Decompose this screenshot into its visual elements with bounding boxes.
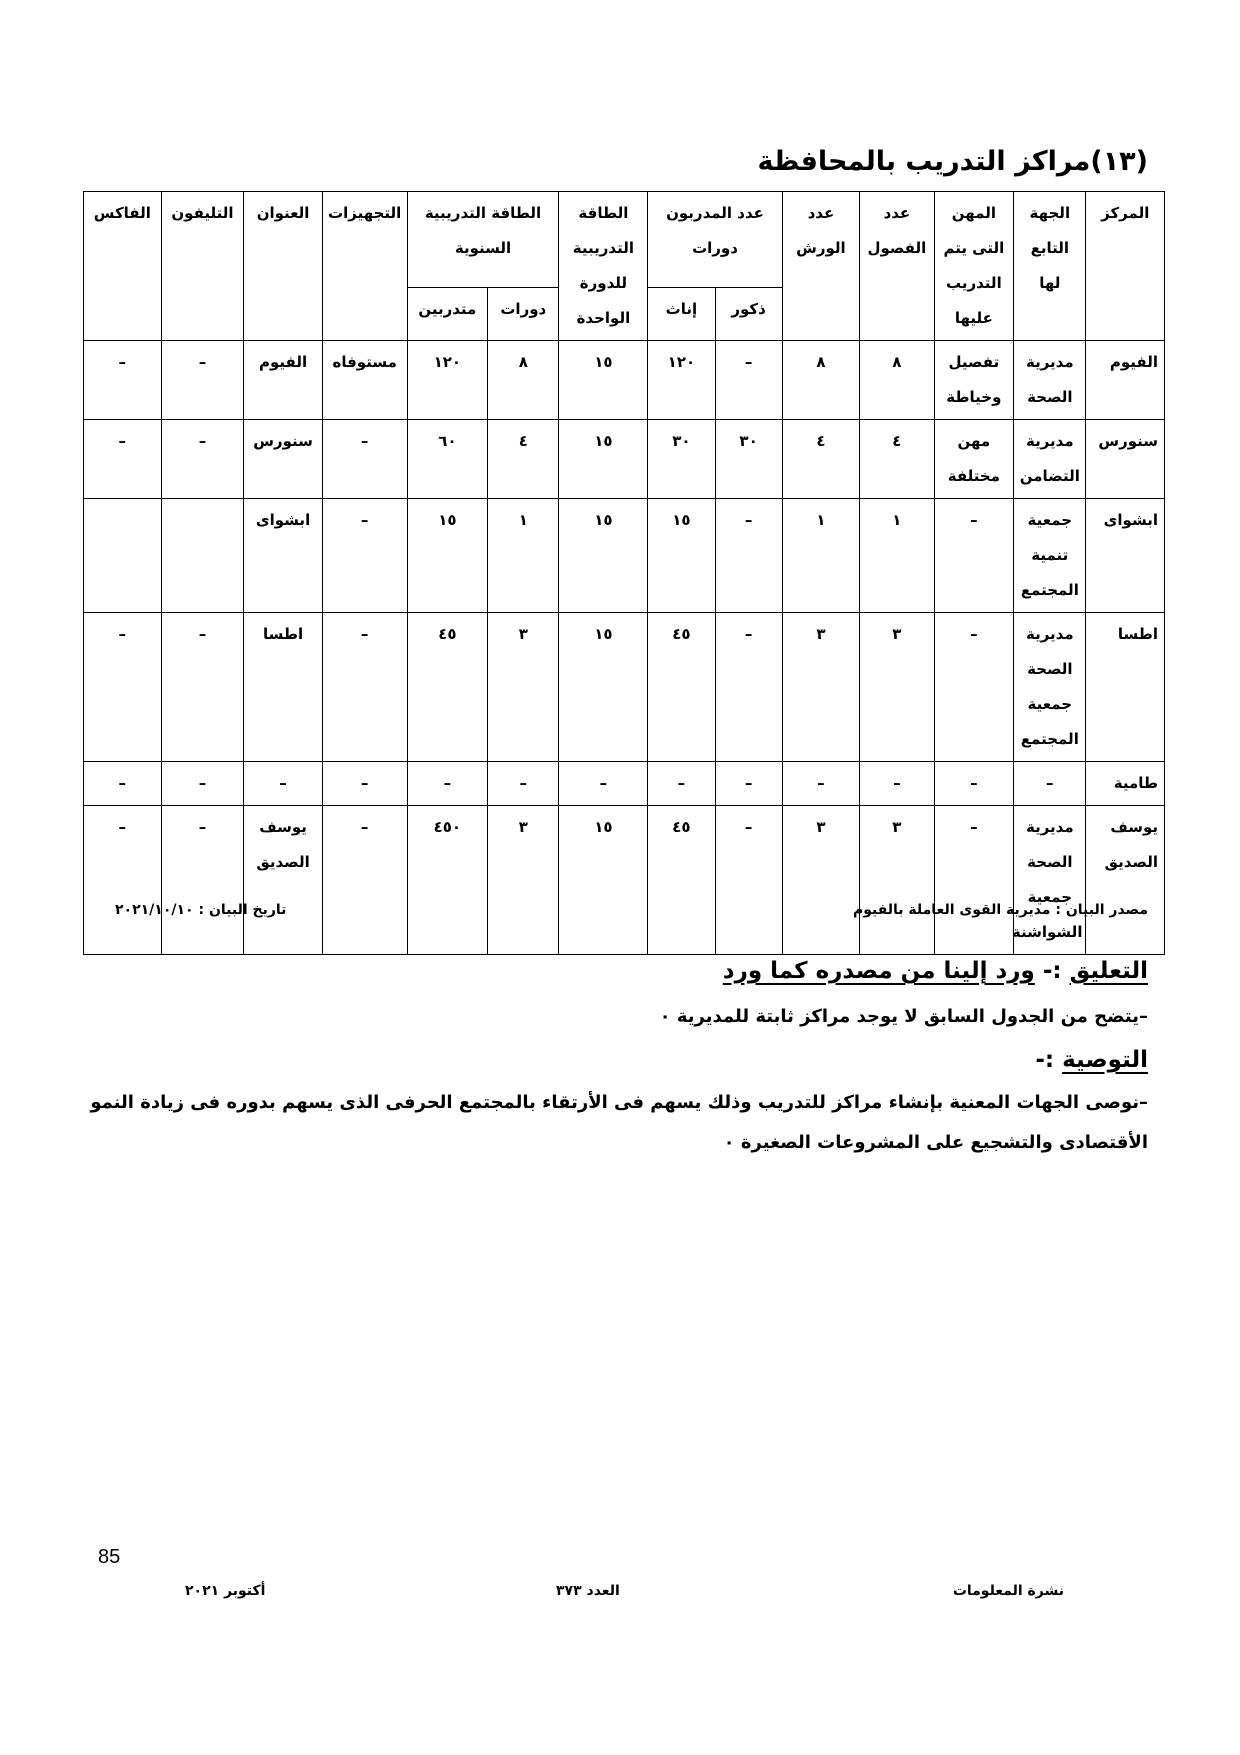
header-trades-line: التى يتم	[943, 239, 1005, 257]
cell-male: –	[715, 762, 782, 806]
cell-phone	[161, 499, 244, 613]
cell-trades-line: تفصيل	[948, 353, 1000, 371]
cell-fax: –	[84, 613, 162, 762]
cell-center-line: الصديق	[1104, 853, 1158, 871]
header-trades-line: التدريب	[946, 274, 1002, 292]
cell-equipment-line: –	[360, 774, 369, 792]
cell-address-line: الفيوم	[259, 353, 308, 371]
cell-workshops: –	[782, 762, 860, 806]
cell-classes: –	[860, 762, 934, 806]
header-center-line: المركز	[1101, 204, 1150, 222]
header-fax-line: الفاكس	[93, 204, 151, 222]
header-annual_capacity-line: السنوية	[454, 239, 512, 257]
header-phone	[161, 192, 244, 341]
cell-fax: –	[84, 762, 162, 806]
cell-female: ١٥	[648, 499, 715, 613]
header-annual_capacity-line: الطاقة التدريبية	[424, 204, 542, 222]
header-trades-line: المهن	[951, 204, 996, 222]
cell-trades-line: مهن	[957, 432, 991, 450]
cell-male: –	[715, 341, 782, 420]
cell-workshops: ٣	[782, 806, 860, 955]
comment-label: التعليق	[1069, 958, 1148, 984]
recommendation-line-1: –نوصى الجهات المعنية بإنشاء مراكز للتدريب وذلك يسهم فى الأرتقاء بالمجتمع الحرفى الذى يسهم بدوره فى زيادة النمو	[90, 1092, 1148, 1113]
cell-trades	[934, 762, 1014, 806]
cell-entity	[1014, 613, 1086, 762]
cell-classes: ٣	[860, 806, 934, 955]
data-date: تاريخ البيان : ٢٠٢١/١٠/١٠	[115, 902, 287, 918]
cell-female: ١٢٠	[648, 341, 715, 420]
cell-classes: ٣	[860, 613, 934, 762]
cell-course-cap: ١٥	[559, 806, 648, 955]
recommendation-label: التوصية	[1062, 1047, 1148, 1073]
cell-classes: ٨	[860, 341, 934, 420]
cell-entity-line: الصحة	[1027, 388, 1073, 406]
cell-entity-line: مديرية	[1025, 818, 1074, 836]
cell-address-line: الصديق	[256, 853, 310, 871]
cell-center-line: الفيوم	[1109, 353, 1158, 371]
cell-equipment	[322, 613, 407, 762]
cell-center	[1086, 806, 1165, 955]
cell-fax	[84, 499, 162, 613]
page-number: 85	[98, 1546, 121, 1568]
cell-entity	[1014, 341, 1086, 420]
cell-annual-courses: –	[488, 762, 559, 806]
cell-male: –	[715, 806, 782, 955]
cell-equipment	[322, 762, 407, 806]
header-workshops-line: عدد	[807, 204, 835, 222]
header-annual-trainees: متدربين	[407, 287, 488, 340]
cell-entity	[1011, 806, 1086, 955]
cell-trades-line: مختلفة	[947, 467, 1000, 485]
cell-trades-line: وخياطة	[946, 388, 1002, 406]
header-workshops	[782, 192, 860, 341]
header-trades	[934, 192, 1014, 341]
header-annual-capacity	[407, 192, 559, 288]
header-trainers	[648, 192, 782, 288]
comment-separator: :-	[1042, 958, 1062, 984]
header-trainers-male: ذكور	[715, 287, 782, 340]
cell-male: –	[715, 613, 782, 762]
header-equipment-line: التجهيزات	[328, 204, 402, 222]
cell-equipment	[322, 806, 407, 955]
cell-trades	[934, 613, 1014, 762]
cell-annual-courses: ٣	[488, 806, 559, 955]
cell-annual-courses: ١	[488, 499, 559, 613]
table-row	[84, 420, 1165, 499]
header-entity-line: لها	[1039, 274, 1061, 292]
cell-course-cap: ١٥	[559, 613, 648, 762]
cell-entity-line: الشواشنة	[1011, 923, 1083, 941]
header-course_capacity-line: الطاقة	[578, 204, 629, 222]
cell-entity-line: الصحة	[1027, 660, 1073, 678]
cell-workshops: ٣	[782, 613, 860, 762]
cell-equipment	[322, 341, 407, 420]
header-workshops-line: الورش	[796, 239, 846, 257]
cell-center	[1086, 341, 1165, 420]
cell-equipment-line: –	[360, 432, 369, 450]
header-phone-line: التليفون	[171, 204, 234, 222]
comment-text: –يتضح من الجدول السابق لا يوجد مراكز ثابتة للمديرية ٠	[659, 1006, 1148, 1027]
cell-center	[1086, 762, 1165, 806]
footer-bulletin: نشرة المعلومات	[952, 1583, 1064, 1599]
footer-month: أكتوبر ٢٠٢١	[185, 1583, 266, 1599]
cell-center	[1086, 499, 1165, 613]
cell-equipment	[322, 499, 407, 613]
cell-female: ٤٥	[648, 806, 715, 955]
cell-address-line: –	[279, 774, 287, 792]
cell-workshops: ٨	[782, 341, 860, 420]
cell-entity-line: جمعية	[1027, 511, 1073, 529]
cell-fax: –	[84, 420, 162, 499]
header-trainers-line: عدد المدربون	[666, 204, 764, 222]
cell-annual-trainees: ١٥	[407, 499, 488, 613]
cell-entity-line: التضامن	[1019, 467, 1080, 485]
cell-entity-line: مديرية	[1025, 353, 1074, 371]
cell-entity-line: مديرية	[1025, 432, 1074, 450]
cell-entity-line: المجتمع	[1020, 730, 1079, 748]
header-course_capacity-line: الواحدة	[576, 309, 631, 327]
cell-center	[1086, 420, 1165, 499]
cell-phone: –	[161, 806, 244, 955]
header-entity	[1014, 192, 1086, 341]
header-fax	[84, 192, 162, 341]
header-trainers-female: إناث	[648, 287, 715, 340]
cell-address	[244, 613, 323, 762]
header-center	[1086, 192, 1165, 341]
cell-phone: –	[161, 420, 244, 499]
cell-phone: –	[161, 613, 244, 762]
header-address-line: العنوان	[256, 204, 310, 222]
cell-classes: ١	[860, 499, 934, 613]
header-course-capacity	[559, 192, 648, 341]
table-row	[84, 499, 1165, 613]
cell-address-line: سنورس	[253, 432, 313, 450]
cell-address	[244, 341, 323, 420]
cell-phone: –	[161, 762, 244, 806]
cell-address	[244, 806, 323, 955]
cell-phone: –	[161, 341, 244, 420]
cell-female: –	[648, 762, 715, 806]
cell-equipment-line: –	[360, 625, 369, 643]
cell-fax: –	[84, 341, 162, 420]
cell-workshops: ١	[782, 499, 860, 613]
table-row	[84, 613, 1165, 762]
cell-trades	[934, 420, 1014, 499]
header-classes-line: عدد	[883, 204, 911, 222]
cell-trades	[934, 806, 1014, 955]
cell-center-line: ابشواى	[1103, 511, 1158, 529]
data-source: مصدر البيان : مديرية القوى العاملة بالفيوم	[852, 902, 1148, 918]
cell-entity	[1014, 762, 1086, 806]
cell-entity-line: تنمية	[1031, 546, 1069, 564]
header-trainers-line: دورات	[692, 239, 738, 257]
cell-course-cap: ١٥	[559, 341, 648, 420]
cell-female: ٣٠	[648, 420, 715, 499]
cell-center	[1086, 613, 1165, 762]
header-entity-line: التابع	[1030, 239, 1070, 257]
cell-entity-line: مديرية	[1025, 625, 1074, 643]
footer-issue: العدد ٣٧٣	[556, 1583, 620, 1599]
cell-annual-courses: ٤	[488, 420, 559, 499]
cell-trades-line: –	[970, 774, 978, 792]
cell-annual-courses: ٨	[488, 341, 559, 420]
table-row	[84, 341, 1165, 420]
header-course_capacity-line: التدريبية	[572, 239, 634, 257]
cell-annual-trainees: ١٢٠	[407, 341, 488, 420]
cell-equipment-line: –	[360, 511, 369, 529]
cell-address-line: اطسا	[262, 625, 304, 643]
cell-trades	[934, 499, 1014, 613]
cell-entity	[1014, 499, 1086, 613]
cell-trades-line: –	[970, 511, 978, 529]
cell-course-cap: ١٥	[559, 499, 648, 613]
cell-address	[244, 499, 323, 613]
header-entity-line: الجهة	[1029, 204, 1071, 222]
cell-course-cap: –	[559, 762, 648, 806]
table-row	[84, 762, 1165, 806]
cell-fax: –	[84, 806, 162, 955]
table-body	[84, 341, 1165, 955]
cell-entity-line: الصحة	[1027, 853, 1073, 871]
cell-annual-courses: ٣	[488, 613, 559, 762]
header-classes	[860, 192, 934, 341]
cell-trades-line: –	[970, 818, 978, 836]
cell-address-line: يوسف	[259, 818, 307, 836]
cell-center-line: اطسا	[1117, 625, 1158, 643]
cell-entity-line: جمعية	[1027, 695, 1073, 713]
cell-classes: ٤	[860, 420, 934, 499]
recommendation-separator: :-	[1035, 1047, 1055, 1073]
cell-entity-line: المجتمع	[1020, 581, 1079, 599]
cell-course-cap: ١٥	[559, 420, 648, 499]
header-classes-line: الفصول	[867, 239, 927, 257]
cell-annual-trainees: ٤٥	[407, 613, 488, 762]
page-title: (١٣)مراكز التدريب بالمحافظة	[757, 146, 1148, 177]
table-row	[84, 806, 1165, 955]
cell-workshops: ٤	[782, 420, 860, 499]
cell-entity-line: –	[1046, 774, 1054, 792]
cell-address-line: ابشواى	[255, 511, 311, 529]
cell-equipment	[322, 420, 407, 499]
cell-center-line: سنورس	[1098, 432, 1158, 450]
cell-center-line: يوسف	[1110, 818, 1158, 836]
cell-address	[244, 420, 323, 499]
cell-center-line: طامية	[1113, 774, 1158, 792]
header-address	[244, 192, 323, 341]
cell-trades-line: –	[970, 625, 978, 643]
cell-annual-trainees: –	[407, 762, 488, 806]
header-trades-line: عليها	[954, 309, 993, 327]
comment-value: ورد إلينا من مصدره كما ورد	[722, 958, 1035, 984]
cell-entity-line: جمعية	[1027, 888, 1073, 906]
comment-heading	[723, 958, 1148, 984]
cell-male: –	[715, 499, 782, 613]
cell-annual-trainees: ٤٥٠	[407, 806, 488, 955]
cell-male: ٣٠	[715, 420, 782, 499]
cell-equipment-line: مستوفاه	[332, 353, 397, 371]
header-equipment	[322, 192, 407, 341]
cell-address	[244, 762, 323, 806]
cell-annual-trainees: ٦٠	[407, 420, 488, 499]
header-annual-courses: دورات	[488, 287, 559, 340]
header-course_capacity-line: للدورة	[579, 274, 627, 292]
cell-trades	[934, 341, 1014, 420]
training-centers-table	[83, 191, 1165, 955]
cell-equipment-line: –	[360, 818, 369, 836]
cell-entity	[1014, 420, 1086, 499]
recommendation-heading	[1035, 1047, 1148, 1073]
recommendation-line-2: الأقتصادى والتشجيع على المشروعات الصغيرة ٠	[723, 1132, 1148, 1153]
cell-female: ٤٥	[648, 613, 715, 762]
